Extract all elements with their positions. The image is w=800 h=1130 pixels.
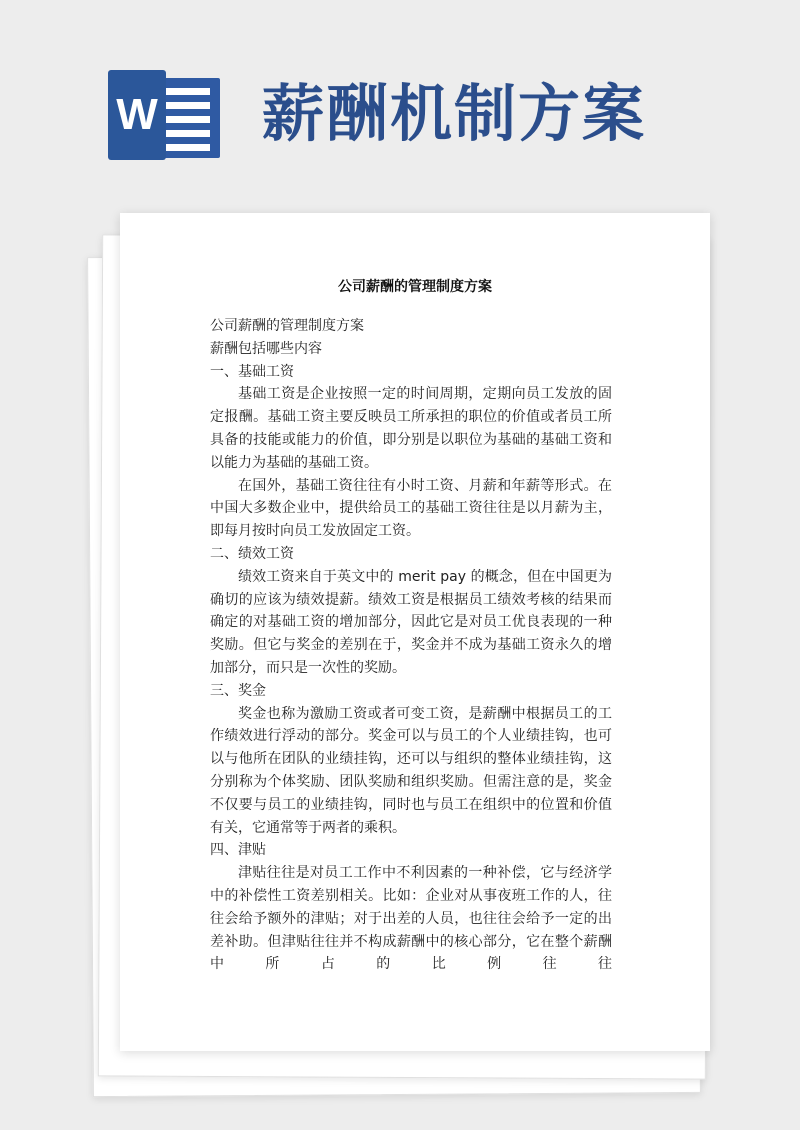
section-heading: 一、基础工资 [210, 363, 294, 380]
header-banner [0, 0, 800, 200]
paragraph: 基础工资是企业按照一定的时间周期，定期向员工发放的固定报酬。基础工资主要反映员工所承担的职位的价值或者员工所具备的技能或能力的价值，即分别是以职位为基础的基础工资和以能力为基础的基础工资。 [210, 386, 612, 471]
section-heading: 三、奖金 [210, 682, 266, 699]
banner-title: 薪酬机制方案 [262, 77, 647, 150]
paragraph: 薪酬包括哪些内容 [210, 340, 322, 357]
section-heading: 二、绩效工资 [210, 545, 294, 562]
paragraph: 奖金也称为激励工资或者可变工资，是薪酬中根据员工的工作绩效进行浮动的部分。奖金可以与员工的个人业绩挂钩，也可以与他所在团队的业绩挂钩，还可以与组织的整体业绩挂钩，这分别称为个体奖励、团队奖励和组织奖励。但需注意的是，奖金不仅要与员工的业绩挂钩，同时也与员工在组织中的位置和价值有关，它通常等于两者的乘积。 [210, 705, 612, 836]
document-title: 公司薪酬的管理制度方案 [338, 279, 492, 295]
document-body [210, 315, 612, 976]
paragraph: 津贴往往是对员工工作中不利因素的一种补偿，它与经济学中的补偿性工资差别相关。比如：企业对从事夜班工作的人，往往会给予额外的津贴；对于出差的人员，也往往会给予一定的出差补助。但津贴往往并不构成薪酬中的核心部分，它在整个薪酬中所占的比例往往 [210, 865, 612, 973]
paragraph: 公司薪酬的管理制度方案 [210, 318, 364, 334]
section-heading: 四、津贴 [210, 842, 266, 859]
paragraph: 在国外，基础工资往往有小时工资、月薪和年薪等形式。在中国大多数企业中，提供给员工的基础工资往往是以月薪为主，即每月按时向员工发放固定工资。 [210, 477, 612, 540]
word-document-icon [108, 70, 220, 160]
document-page [120, 213, 710, 1051]
paragraph: 绩效工资来自于英文中的 merit pay 的概念，但在中国更为确切的应该为绩效提薪。绩效工资是根据员工绩效考核的结果而确定的对基础工资的增加部分，因此它是对员工优良表现的一种奖励。但它与奖金的差别在于，奖金并不成为基础工资永久的增加部分，而只是一次性的奖励。 [210, 568, 612, 676]
word-badge: W [108, 70, 166, 160]
